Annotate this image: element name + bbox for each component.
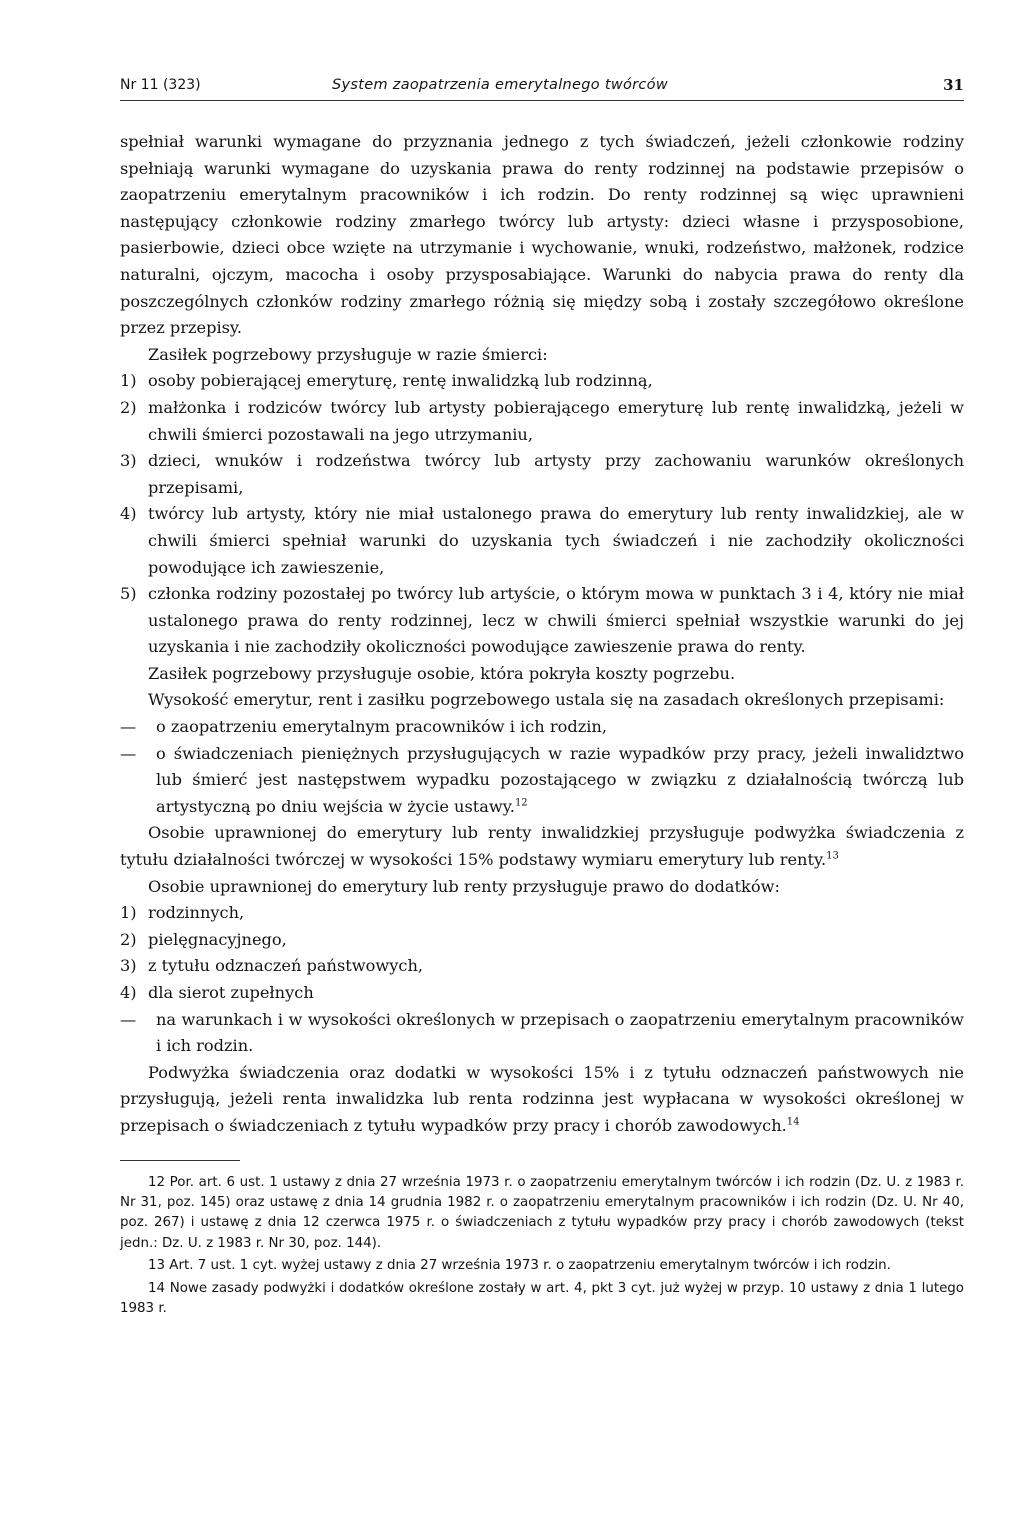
footnote-14: 14 Nowe zasady podwyżki i dodatków określone zostały w art. 4, pkt 3 cyt. już wyżej w przyp. 10 ustawy z dnia 1 lutego 1983 r. (120, 1280, 964, 1316)
footnote-13: 13 Art. 7 ust. 1 cyt. wyżej ustawy z dnia 27 września 1973 r. o zaopatrzeniu emerytalnym twórców i ich rodzin. (148, 1258, 891, 1274)
list-item: 4) dla sierot zupełnych (120, 983, 314, 1002)
paragraph-6: Osobie uprawnionej do emerytury lub renty przysługuje prawo do dodatków: (148, 876, 780, 896)
running-head (120, 72, 964, 98)
footnote-12: 12 Por. art. 6 ust. 1 ustawy z dnia 27 września 1973 r. o zaopatrzeniu emerytalnym twórców i ich rodzin (Dz. U. z 1983 r. Nr 31, poz. 145) oraz ustawę z dnia 14 grudnia 1982 r. o zaopatrzeniu emerytalnym pracowników i ich rodzin (Dz. U. Nr 40, poz. 267) i ustawę z dnia 12 czerwca 1975 r. o świadczeniach z tytułu wypadków przy pracy i chorób zawodowych (tekst jedn.: Dz. U. z 1983 r. Nr 30, poz. 144). (120, 1174, 964, 1251)
list-supplements (120, 900, 964, 1006)
header-rule (120, 100, 964, 101)
list-item: 5) członka rodziny pozostałej po twórcy lub artyście, o którym mowa w punktach 3 i 4, który nie miał ustalonego prawa do renty rodzinnej, lecz w chwili śmierci spełniał wszystkie warunki do jej uzyskania i nie zachodziły okoliczności powodujące zawieszenie prawa do renty. (120, 584, 964, 657)
paragraph-5: Osobie uprawnionej do emerytury lub renty inwalidzkiej przysługuje podwyżka świadczenia z tytułu działalności twórczej w wysokości 15% podstawy wymiaru emerytury lub renty.$^{13}$ (120, 823, 964, 870)
footnote-ref: 13 (826, 850, 839, 862)
list-item: 2) małżonka i rodziców twórcy lub artysty pobierającego emeryturę lub rentę inwalidzką, jeżeli w chwili śmierci pozostawali na jego utrzymaniu, (120, 397, 964, 444)
page-number: 31 (943, 76, 964, 94)
running-title: System zaopatrzenia emerytalnego twórców (332, 77, 669, 93)
footnote-rule (120, 1160, 240, 1161)
dash-item: — o świadczeniach pieniężnych przysługujących w razie wypadków przy pracy, jeżeli inwalidztwo lub śmierć jest następstwem wypadku pozostającego w związku z działalnością twórczą lub artystyczną po dniu wejścia w życie ustawy.$^{12}$ (120, 743, 964, 816)
list-item: 4) twórcy lub artysty, który nie miał ustalonego prawa do emerytury lub renty inwalidzkiej, ale w chwili śmierci spełniał warunki do uzyskania tych świadczeń i nie zachodziły okoliczności powodujące ich zawieszenie, (120, 504, 964, 577)
body-text (120, 129, 964, 1140)
list-item: 1) osoby pobierającej emeryturę, rentę inwalidzką lub rodzinną, (120, 371, 653, 391)
paragraph-1: spełniał warunki wymagane do przyznania jednego z tych świadczeń, jeżeli członkowie rodziny spełniają warunki wymagane do uzyskania prawa do renty rodzinnej na podstawie przepisów o zaopatrzeniu emerytalnym pracowników i ich rodzin. Do renty rodzinnej są więc uprawnieni następujący członkowie rodziny zmarłego twórcy lub artysty: dzieci własne i przysposobione, pasierbowie, dzieci obce wzięte na utrzymanie i wychowanie, wnuki, rodzeństwo, małżonek, rodzice naturalni, ojczym, macocha i osoby przysposabiające. Warunki do nabycia prawa do renty dla poszczególnych członków rodziny zmarłego różnią się między sobą i zostały szczegółowo określone przez przepisy. (120, 132, 964, 338)
list-item: 2) pielęgnacyjnego, (120, 929, 287, 949)
list-funeral-allowance (120, 368, 964, 661)
issue-number: Nr 11 (323) (120, 77, 201, 93)
paragraph-2: Zasiłek pogrzebowy przysługuje w razie śmierci: (148, 344, 548, 364)
paragraph-3: Zasiłek pogrzebowy przysługuje osobie, która pokryła koszty pogrzebu. (148, 663, 736, 683)
footnote-ref: 14 (786, 1116, 800, 1128)
paragraph-7: Podwyżka świadczenia oraz dodatki w wysokości 15% i z tytułu odznaczeń państwowych nie przysługują, jeżeli renta inwalidzka lub renta rodzinna jest wypłacana w wysokości określonej w przepisach o świadczeniach z tytułu wypadków przy pracy i chorób zawodowych.$^{14}$ (120, 1062, 964, 1135)
footnotes (120, 1173, 964, 1320)
dash-item: — o zaopatrzeniu emerytalnym pracowników i ich rodzin, (120, 717, 607, 737)
list-item: 3) dzieci, wnuków i rodzeństwa twórcy lub artysty przy zachowaniu warunków określonych przepisami, (120, 451, 964, 497)
list-item: 1) rodzinnych, (120, 903, 245, 923)
paragraph-4: Wysokość emerytur, rent i zasiłku pogrzebowego ustala się na zasadach określonych przepisami: (148, 690, 945, 710)
list-item: 3) z tytułu odznaczeń państwowych, (120, 956, 424, 976)
footnote-ref: 12 (514, 797, 528, 809)
dash-item: — na warunkach i w wysokości określonych w przepisach o zaopatrzeniu emerytalnym pracowników i ich rodzin. (120, 1009, 964, 1056)
